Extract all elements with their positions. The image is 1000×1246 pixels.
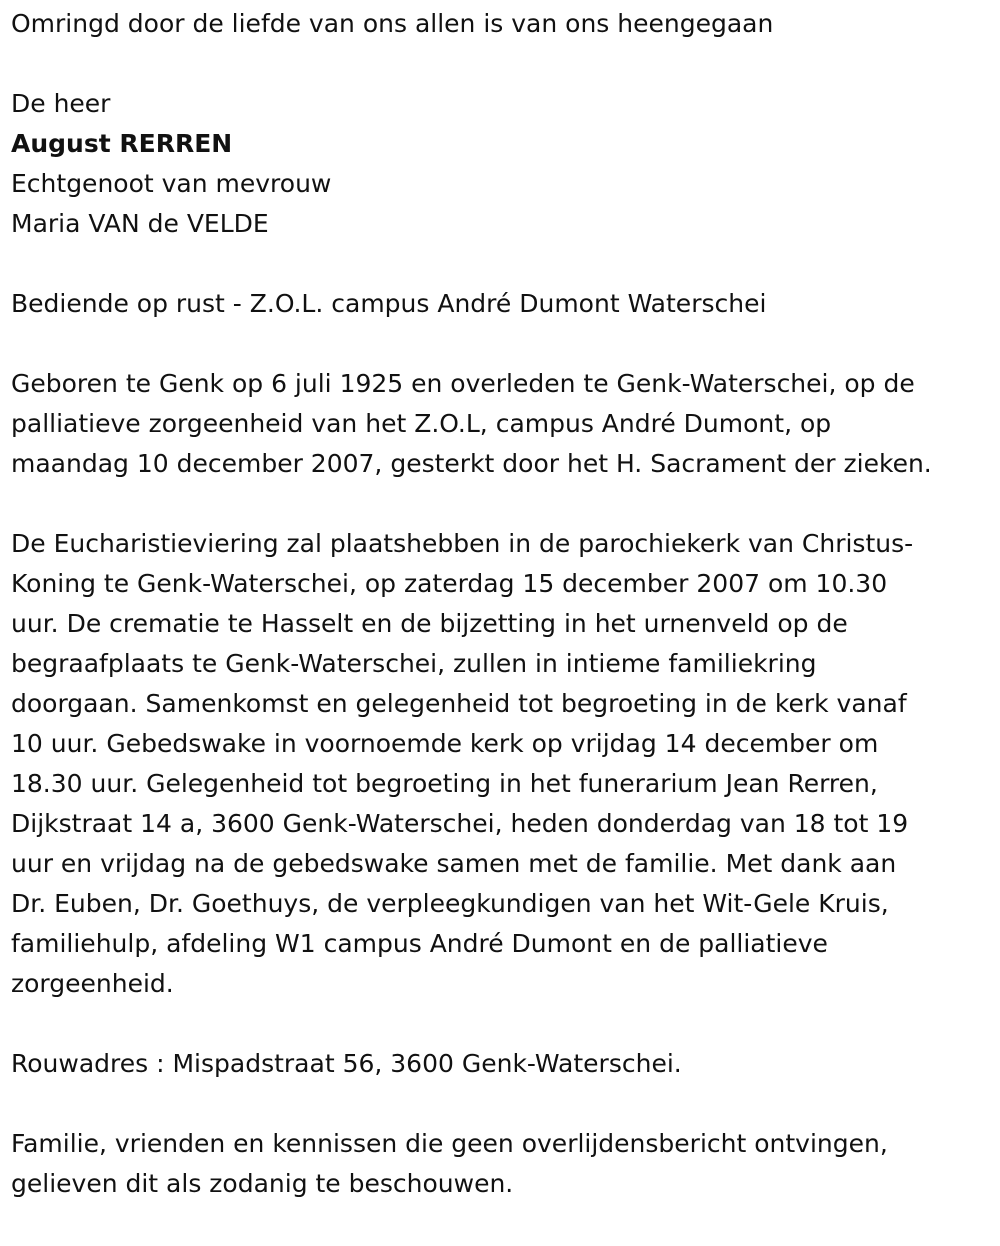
paragraph-line: Geboren te Genk op 6 juli 1925 en overleden te Genk-Waterschei, op de: [11, 369, 915, 398]
paragraph-line: familiehulp, afdeling W1 campus André Dumont en de palliatieve: [11, 929, 828, 958]
occupation: Bediende op rust - Z.O.L. campus André Dumont Waterschei: [11, 289, 767, 318]
ceremony-paragraph: [11, 524, 991, 1004]
paragraph-line: begraafplaats te Genk-Waterschei, zullen in intieme familiekring: [11, 649, 817, 678]
paragraph-line: De Eucharistieviering zal plaatshebben in de parochiekerk van Christus-: [11, 529, 914, 558]
birth-death-paragraph: [11, 364, 991, 484]
paragraph-line: uur. De crematie te Hasselt en de bijzetting in het urnenveld op de: [11, 609, 848, 638]
closing-paragraph: [11, 1124, 991, 1204]
paragraph-line: Familie, vrienden en kennissen die geen overlijdensbericht ontvingen,: [11, 1129, 888, 1158]
paragraph-line: Dr. Euben, Dr. Goethuys, de verpleegkundigen van het Wit-Gele Kruis,: [11, 889, 889, 918]
intro-text: Omringd door de liefde van ons allen is van ons heengegaan: [11, 9, 774, 38]
spouse-label: Echtgenoot van mevrouw: [11, 169, 332, 198]
paragraph-line: Dijkstraat 14 a, 3600 Genk-Waterschei, heden donderdag van 18 tot 19: [11, 809, 909, 838]
paragraph-line: zorgeenheid.: [11, 969, 174, 998]
paragraph-line: uur en vrijdag na de gebedswake samen met de familie. Met dank aan: [11, 849, 897, 878]
obituary-notice: [11, 0, 991, 1204]
paragraph-line: doorgaan. Samenkomst en gelegenheid tot begroeting in de kerk vanaf: [11, 689, 907, 718]
paragraph-line: Koning te Genk-Waterschei, op zaterdag 15 december 2007 om 10.30: [11, 569, 888, 598]
paragraph-line: maandag 10 december 2007, gesterkt door het H. Sacrament der zieken.: [11, 449, 932, 478]
paragraph-line: 10 uur. Gebedswake in voornoemde kerk op vrijdag 14 december om: [11, 729, 879, 758]
paragraph-line: 18.30 uur. Gelegenheid tot begroeting in het funerarium Jean Rerren,: [11, 769, 878, 798]
honorific: De heer: [11, 89, 111, 118]
mourning-address: Rouwadres : Mispadstraat 56, 3600 Genk-Waterschei.: [11, 1049, 682, 1078]
deceased-name: August RERREN: [11, 129, 233, 158]
paragraph-line: palliatieve zorgeenheid van het Z.O.L, campus André Dumont, op: [11, 409, 832, 438]
spouse-name: Maria VAN de VELDE: [11, 209, 269, 238]
paragraph-line: gelieven dit als zodanig te beschouwen.: [11, 1169, 514, 1198]
